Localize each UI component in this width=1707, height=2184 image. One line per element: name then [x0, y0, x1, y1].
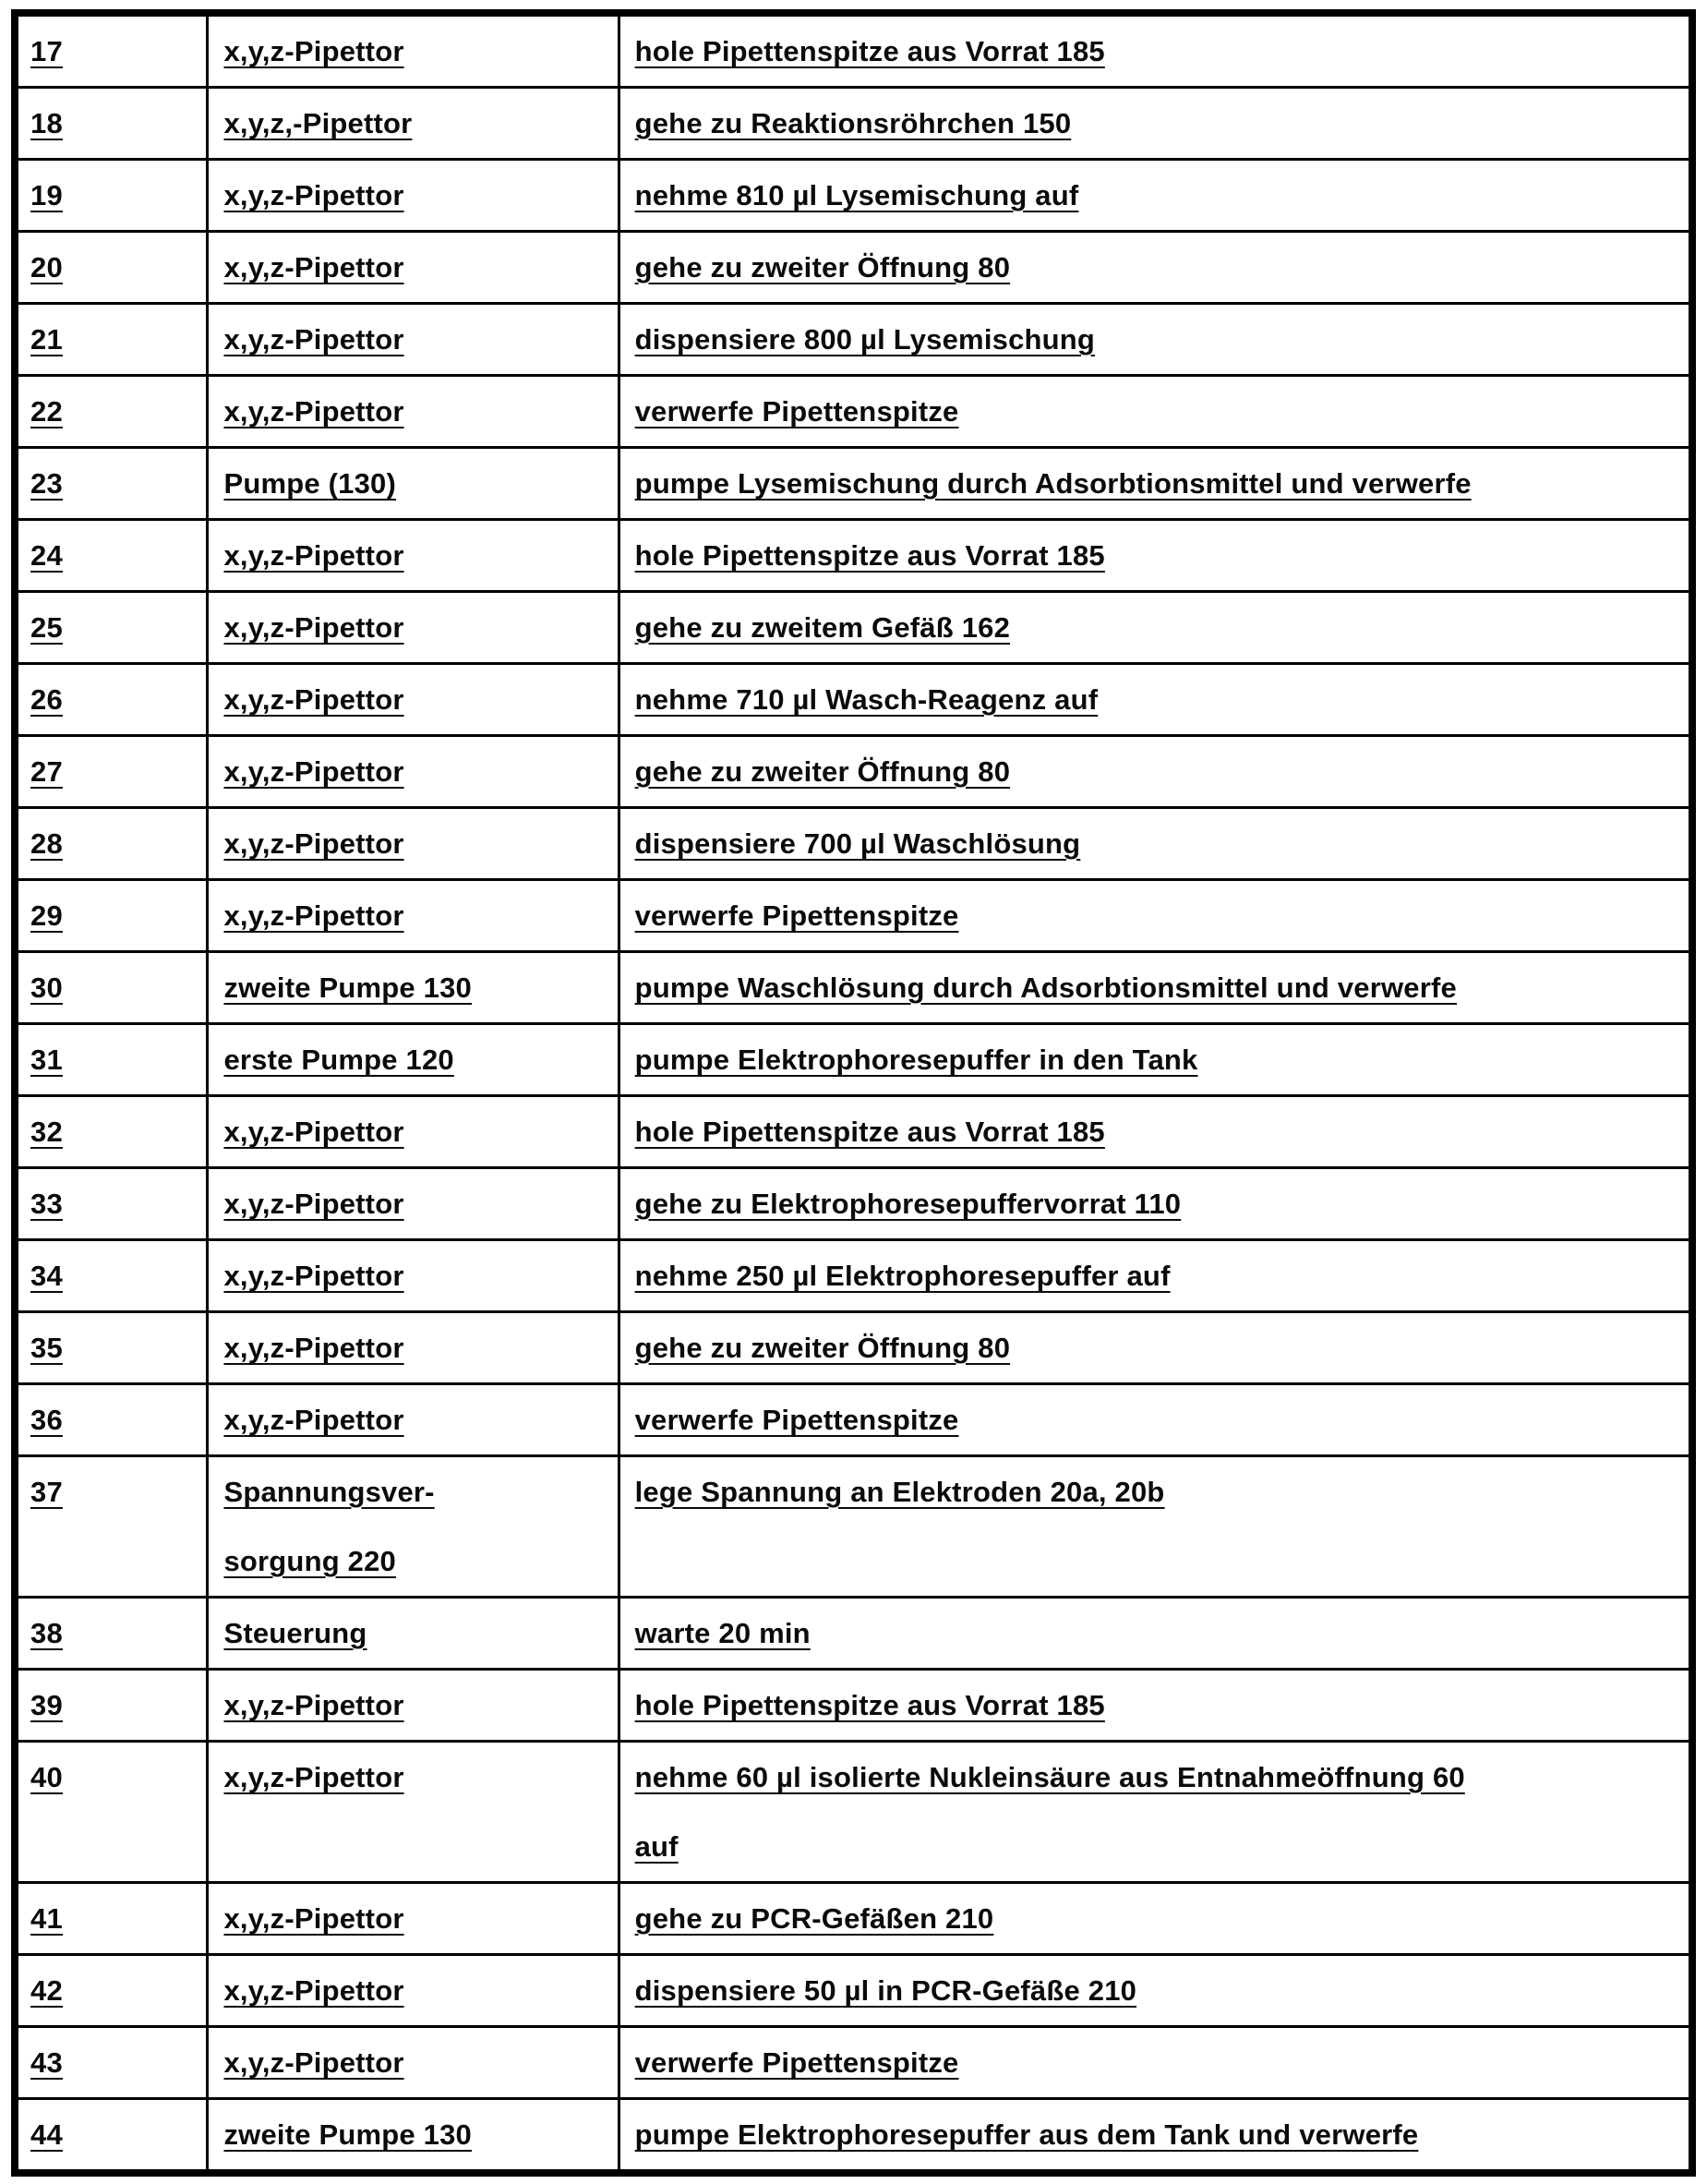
device-cell	[208, 448, 619, 520]
cell-text-line: x,y,z-Pipettor	[223, 539, 404, 572]
cell-text-line: x,y,z-Pipettor	[223, 899, 404, 932]
cell-text-line: verwerfe Pipettenspitze	[634, 2046, 959, 2079]
cell-text-line: sorgung 220	[223, 1545, 396, 1577]
cell-text-line: hole Pipettenspitze aus Vorrat 185	[634, 1116, 1105, 1148]
cell-text-line: erste Pumpe 120	[223, 1044, 454, 1076]
step-number-cell	[15, 1096, 208, 1168]
device-cell	[208, 664, 619, 736]
cell-text-line: x,y,z-Pipettor	[223, 1902, 404, 1935]
device-cell	[208, 1240, 619, 1312]
step-number-cell	[15, 664, 208, 736]
step-number-cell	[15, 1024, 208, 1096]
cell-text-line: x,y,z-Pipettor	[223, 1404, 404, 1436]
action-cell	[619, 1742, 1692, 1883]
cell-text-line: 44	[30, 2118, 63, 2151]
cell-text-line: 19	[30, 179, 63, 211]
cell-text-line: dispensiere 50 µl in PCR-Gefäße 210	[634, 1974, 1137, 2007]
cell-text-line: 26	[30, 683, 63, 716]
cell-text-line: 18	[30, 107, 63, 139]
cell-text-line: gehe zu Elektrophoresepuffervorrat 110	[634, 1188, 1182, 1220]
action-cell	[619, 880, 1692, 952]
cell-text-line: pumpe Lysemischung durch Adsorbtionsmittel und verwerfe	[634, 467, 1472, 500]
step-number-cell	[15, 520, 208, 592]
cell-text-line: dispensiere 700 µl Waschlösung	[634, 827, 1081, 860]
cell-text-line: 32	[30, 1116, 63, 1148]
action-cell	[619, 592, 1692, 664]
process-steps-table	[11, 9, 1696, 2177]
cell-text-line: Pumpe (130)	[223, 467, 396, 500]
device-cell	[208, 1955, 619, 2027]
cell-text-line: 36	[30, 1404, 63, 1436]
device-cell	[208, 376, 619, 448]
device-cell	[208, 1456, 619, 1598]
device-cell	[208, 2027, 619, 2099]
table-row	[15, 1024, 1692, 1096]
step-number-cell	[15, 880, 208, 952]
step-number-cell	[15, 1598, 208, 1670]
action-cell	[619, 1883, 1692, 1955]
action-cell	[619, 1168, 1692, 1240]
cell-text-line: x,y,z-Pipettor	[223, 1260, 404, 1292]
cell-text-line: 42	[30, 1974, 63, 2007]
step-number-cell	[15, 736, 208, 808]
cell-text-line: hole Pipettenspitze aus Vorrat 185	[634, 539, 1105, 572]
table-row	[15, 232, 1692, 304]
action-cell	[619, 13, 1692, 88]
cell-text-line: x,y,z-Pipettor	[223, 179, 404, 211]
table-row	[15, 664, 1692, 736]
table-row	[15, 808, 1692, 880]
device-cell	[208, 13, 619, 88]
action-cell	[619, 952, 1692, 1024]
action-cell	[619, 1598, 1692, 1670]
step-number-cell	[15, 952, 208, 1024]
cell-text-line: x,y,z-Pipettor	[223, 611, 404, 644]
action-cell	[619, 1456, 1692, 1598]
cell-text-line: 40	[30, 1761, 63, 1793]
table-row	[15, 1742, 1692, 1883]
cell-text-line: 21	[30, 323, 63, 356]
cell-text-line: gehe zu PCR-Gefäßen 210	[634, 1902, 994, 1935]
cell-text-line: zweite Pumpe 130	[223, 2118, 472, 2151]
device-cell	[208, 2099, 619, 2174]
table-row	[15, 1384, 1692, 1456]
cell-text-line: pumpe Elektrophoresepuffer aus dem Tank und verwerfe	[634, 2118, 1419, 2151]
step-number-cell	[15, 376, 208, 448]
table-row	[15, 952, 1692, 1024]
step-number-cell	[15, 13, 208, 88]
table-row	[15, 1883, 1692, 1955]
cell-text-line: warte 20 min	[634, 1617, 811, 1649]
step-number-cell	[15, 232, 208, 304]
process-table-body	[15, 13, 1692, 2173]
table-row	[15, 1312, 1692, 1384]
cell-text-line: pumpe Waschlösung durch Adsorbtionsmittel und verwerfe	[634, 971, 1457, 1004]
device-cell	[208, 808, 619, 880]
cell-text-line: 43	[30, 2046, 63, 2079]
cell-text-line: gehe zu zweitem Gefäß 162	[634, 611, 1011, 644]
cell-text-line: 41	[30, 1902, 63, 1935]
device-cell	[208, 160, 619, 232]
device-cell	[208, 1742, 619, 1883]
action-cell	[619, 2027, 1692, 2099]
cell-text-line: x,y,z-Pipettor	[223, 323, 404, 356]
device-cell	[208, 520, 619, 592]
table-row	[15, 1598, 1692, 1670]
table-row	[15, 1456, 1692, 1598]
table-row	[15, 592, 1692, 664]
cell-text-line: nehme 250 µl Elektrophoresepuffer auf	[634, 1260, 1171, 1292]
cell-text-line: nehme 60 µl isolierte Nukleinsäure aus Entnahmeöffnung 60	[634, 1761, 1465, 1793]
cell-text-line: x,y,z-Pipettor	[223, 683, 404, 716]
device-cell	[208, 736, 619, 808]
step-number-cell	[15, 1456, 208, 1598]
cell-text-line: 25	[30, 611, 63, 644]
cell-text-line: 37	[30, 1476, 63, 1508]
step-number-cell	[15, 1168, 208, 1240]
action-cell	[619, 1312, 1692, 1384]
table-row	[15, 1240, 1692, 1312]
table-row	[15, 1955, 1692, 2027]
table-row	[15, 2027, 1692, 2099]
step-number-cell	[15, 1883, 208, 1955]
step-number-cell	[15, 1742, 208, 1883]
cell-text-line: 28	[30, 827, 63, 860]
cell-text-line: 22	[30, 395, 63, 428]
device-cell	[208, 304, 619, 376]
action-cell	[619, 1240, 1692, 1312]
device-cell	[208, 1598, 619, 1670]
action-cell	[619, 1096, 1692, 1168]
cell-text-line: Steuerung	[223, 1617, 367, 1649]
cell-text-line: nehme 810 µl Lysemischung auf	[634, 179, 1079, 211]
step-number-cell	[15, 448, 208, 520]
device-cell	[208, 1168, 619, 1240]
table-row	[15, 880, 1692, 952]
cell-text-line: x,y,z-Pipettor	[223, 755, 404, 788]
cell-text-line: x,y,z-Pipettor	[223, 1116, 404, 1148]
action-cell	[619, 448, 1692, 520]
cell-text-line: lege Spannung an Elektroden 20a, 20b	[634, 1476, 1165, 1508]
table-row	[15, 1168, 1692, 1240]
cell-text-line: nehme 710 µl Wasch-Reagenz auf	[634, 683, 1099, 716]
step-number-cell	[15, 160, 208, 232]
table-row	[15, 2099, 1692, 2174]
action-cell	[619, 1024, 1692, 1096]
cell-text-line: auf	[634, 1830, 679, 1863]
device-cell	[208, 232, 619, 304]
cell-text-line: 35	[30, 1332, 63, 1364]
action-cell	[619, 1384, 1692, 1456]
table-row	[15, 160, 1692, 232]
cell-text-line: gehe zu zweiter Öffnung 80	[634, 755, 1011, 788]
action-cell	[619, 304, 1692, 376]
cell-text-line: Spannungsver-	[223, 1476, 435, 1508]
cell-text-line: pumpe Elektrophoresepuffer in den Tank	[634, 1044, 1198, 1076]
action-cell	[619, 232, 1692, 304]
table-row	[15, 520, 1692, 592]
cell-text-line: x,y,z-Pipettor	[223, 1188, 404, 1220]
step-number-cell	[15, 304, 208, 376]
action-cell	[619, 520, 1692, 592]
table-row	[15, 13, 1692, 88]
action-cell	[619, 1670, 1692, 1742]
device-cell	[208, 1670, 619, 1742]
cell-text-line: verwerfe Pipettenspitze	[634, 1404, 959, 1436]
cell-text-line: x,y,z-Pipettor	[223, 1974, 404, 2007]
table-row	[15, 448, 1692, 520]
step-number-cell	[15, 1384, 208, 1456]
device-cell	[208, 1096, 619, 1168]
step-number-cell	[15, 1955, 208, 2027]
action-cell	[619, 160, 1692, 232]
cell-text-line: hole Pipettenspitze aus Vorrat 185	[634, 35, 1105, 67]
cell-text-line: x,y,z-Pipettor	[223, 827, 404, 860]
table-row	[15, 376, 1692, 448]
device-cell	[208, 1312, 619, 1384]
cell-text-line: 31	[30, 1044, 63, 1076]
step-number-cell	[15, 592, 208, 664]
cell-text-line: zweite Pumpe 130	[223, 971, 472, 1004]
table-row	[15, 304, 1692, 376]
cell-text-line: x,y,z-Pipettor	[223, 395, 404, 428]
cell-text-line: x,y,z-Pipettor	[223, 251, 404, 284]
step-number-cell	[15, 1670, 208, 1742]
cell-text-line: 33	[30, 1188, 63, 1220]
step-number-cell	[15, 1240, 208, 1312]
cell-text-line: x,y,z,-Pipettor	[223, 107, 413, 139]
action-cell	[619, 664, 1692, 736]
cell-text-line: x,y,z-Pipettor	[223, 1332, 404, 1364]
cell-text-line: 38	[30, 1617, 63, 1649]
device-cell	[208, 88, 619, 160]
cell-text-line: gehe zu zweiter Öffnung 80	[634, 1332, 1011, 1364]
cell-text-line: 24	[30, 539, 63, 572]
step-number-cell	[15, 2099, 208, 2174]
device-cell	[208, 1384, 619, 1456]
cell-text-line: gehe zu Reaktionsröhrchen 150	[634, 107, 1072, 139]
device-cell	[208, 880, 619, 952]
cell-text-line: 34	[30, 1260, 63, 1292]
cell-text-line: 23	[30, 467, 63, 500]
action-cell	[619, 88, 1692, 160]
step-number-cell	[15, 808, 208, 880]
cell-text-line: 29	[30, 899, 63, 932]
table-row	[15, 1670, 1692, 1742]
table-row	[15, 736, 1692, 808]
cell-text-line: x,y,z-Pipettor	[223, 2046, 404, 2079]
table-row	[15, 1096, 1692, 1168]
cell-text-line: verwerfe Pipettenspitze	[634, 899, 959, 932]
cell-text-line: 20	[30, 251, 63, 284]
action-cell	[619, 1955, 1692, 2027]
cell-text-line: 30	[30, 971, 63, 1004]
cell-text-line: 27	[30, 755, 63, 788]
action-cell	[619, 376, 1692, 448]
cell-text-line: dispensiere 800 µl Lysemischung	[634, 323, 1096, 356]
cell-text-line: 17	[30, 35, 63, 67]
action-cell	[619, 2099, 1692, 2174]
table-row	[15, 88, 1692, 160]
cell-text-line: hole Pipettenspitze aus Vorrat 185	[634, 1689, 1105, 1721]
action-cell	[619, 808, 1692, 880]
step-number-cell	[15, 2027, 208, 2099]
device-cell	[208, 1024, 619, 1096]
cell-text-line: x,y,z-Pipettor	[223, 1761, 404, 1793]
cell-text-line: 39	[30, 1689, 63, 1721]
step-number-cell	[15, 1312, 208, 1384]
device-cell	[208, 592, 619, 664]
device-cell	[208, 952, 619, 1024]
cell-text-line: verwerfe Pipettenspitze	[634, 395, 959, 428]
device-cell	[208, 1883, 619, 1955]
cell-text-line: x,y,z-Pipettor	[223, 1689, 404, 1721]
step-number-cell	[15, 88, 208, 160]
cell-text-line: gehe zu zweiter Öffnung 80	[634, 251, 1011, 284]
action-cell	[619, 736, 1692, 808]
cell-text-line: x,y,z-Pipettor	[223, 35, 404, 67]
